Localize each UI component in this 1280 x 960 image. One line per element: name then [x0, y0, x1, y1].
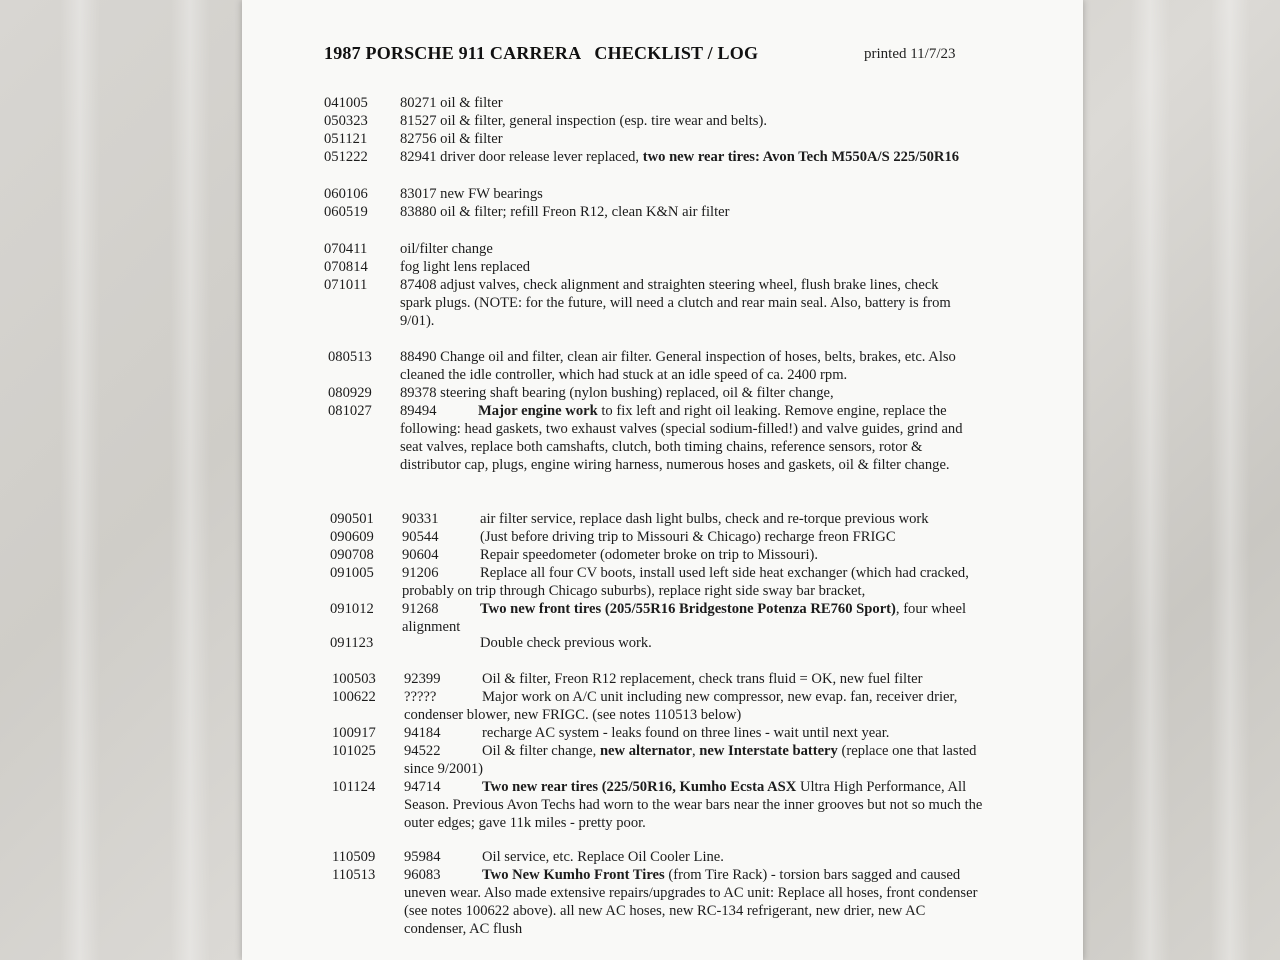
entry-date: 081027 [328, 403, 372, 419]
log-sheet [242, 0, 1083, 960]
entry-text: (replace one that lasted since 9/2001) [404, 743, 977, 777]
entry-mileage: 82756 [400, 131, 437, 147]
cloth-fold [1130, 0, 1170, 960]
entry-date: 051121 [324, 131, 368, 147]
entry-mileage: 94522 [404, 743, 441, 759]
entry-date: 100622 [332, 689, 376, 705]
entry-date: 091012 [330, 601, 374, 617]
entry-text: oil & filter [440, 131, 503, 147]
entry-mileage: 89494 [400, 403, 437, 419]
entry-text-bold: new Interstate battery [699, 743, 838, 759]
entry-date: 080513 [328, 349, 372, 365]
entry-date: 090501 [330, 511, 374, 527]
entry-text: driver door release lever replaced, [440, 149, 643, 165]
entry-mileage: 90544 [402, 529, 439, 545]
entry-mileage: 88490 [400, 349, 437, 365]
entry-date: 091123 [330, 635, 374, 651]
entry-mileage: 89378 [400, 385, 437, 401]
entry-date: 091005 [330, 565, 374, 581]
entry-date: 070814 [324, 259, 368, 275]
entry-text: Major work on A/C unit including new compressor, new evap. fan, receiver drier, condenser blower, new FRIGC. (see notes 110513 below) [404, 689, 958, 723]
printed-date: printed 11/7/23 [864, 46, 956, 62]
cloth-fold [1210, 0, 1250, 960]
entry-date: 050323 [324, 113, 368, 129]
entry-text: oil/filter change [400, 241, 493, 257]
entry-date: 051222 [324, 149, 368, 165]
entry-mileage: 83880 [400, 204, 437, 220]
entry-mileage: 90604 [402, 547, 439, 563]
entry-date: 100917 [332, 725, 376, 741]
entry-mileage: 87408 [400, 277, 437, 293]
entry-text: Repair speedometer (odometer broke on trip to Missouri). [480, 547, 819, 563]
entry-mileage: 81527 [400, 113, 437, 129]
entry-text: Oil & filter change, [482, 743, 600, 759]
entry-mileage: 83017 [400, 186, 437, 202]
entry-mileage: ????? [404, 689, 437, 705]
cloth-fold [170, 0, 210, 960]
entry-text: oil & filter [440, 95, 503, 111]
entry-text: Oil service, etc. Replace Oil Cooler Line. [482, 849, 724, 865]
cloth-fold [60, 0, 100, 960]
entry-text: (from Tire Rack) - torsion bars sagged and caused uneven wear. Also made extensive repairs/upgrades to AC unit: Replace all hoses, front condenser (see notes 100622 above). all new AC hoses, new RC-134 refrigerant, new drier, new AC condenser, AC flush [404, 867, 978, 937]
entry-date: 090609 [330, 529, 374, 545]
entry-text: , [691, 743, 700, 759]
entry-mileage: 91268 [402, 601, 439, 617]
document-title: 1987 PORSCHE 911 CARRERA CHECKLIST / LOG [324, 43, 759, 63]
entry-date: 080929 [328, 385, 372, 401]
entry-text: fog light lens replaced [400, 259, 531, 275]
entry-date: 041005 [324, 95, 368, 111]
entry-text: adjust valves, check alignment and straighten steering wheel, flush brake lines, check spark plugs. (NOTE: for the future, will need a clutch and rear main seal. Also, battery is from 9/01). [400, 277, 951, 329]
entry-text: recharge AC system - leaks found on three lines - wait until next year. [482, 725, 890, 741]
entry-date: 101025 [332, 743, 376, 759]
entry-date: 060519 [324, 204, 368, 220]
entry-mileage: 82941 [400, 149, 437, 165]
entry-text-bold: Two New Kumho Front Tires [482, 867, 665, 883]
entry-text: (Just before driving trip to Missouri & Chicago) recharge freon FRIGC [480, 529, 896, 545]
entry-text: Change oil and filter, clean air filter. General inspection of hoses, belts, brakes, etc. Also cleaned the idle controller, which had stuck at an idle speed of ca. 2400 rpm. [400, 349, 956, 383]
entry-date: 070411 [324, 241, 368, 257]
entry-mileage: 90331 [402, 511, 439, 527]
entry-text-bold: new alternator [599, 743, 692, 759]
entry-text-bold: Major engine work [478, 403, 598, 419]
entry-text: to fix left and right oil leaking. Remove engine, replace the following: head gaskets, two exhaust valves (special sodium-filled!) and valve guides, grind and seat valves, replace both camshafts, clutch, both timing chains, reference sensors, rotor & distributor cap, plugs, engine wiring harness, numerous hoses and gaskets, oil & filter change. [400, 403, 963, 473]
entry-date: 060106 [324, 186, 368, 202]
entry-text-bold: Two new front tires (205/55R16 Bridgestone Potenza RE760 Sport) [480, 601, 896, 617]
entry-mileage: 95984 [404, 849, 441, 865]
entry-date: 100503 [332, 671, 376, 687]
entry-text: new FW bearings [440, 186, 543, 202]
entry-text: , four wheel alignment [402, 601, 966, 635]
entry-text-bold: Two new rear tires (225/50R16, Kumho Ecsta ASX [482, 779, 797, 795]
entry-date: 101124 [332, 779, 376, 795]
entry-text: Replace all four CV boots, install used left side heat exchanger (which had cracked, probably on trip through Chicago suburbs), replace right side sway bar bracket, [402, 565, 969, 599]
entry-mileage: 80271 [400, 95, 437, 111]
entry-text: oil & filter; refill Freon R12, clean K&N air filter [440, 204, 730, 220]
entry-text: Double check previous work. [480, 635, 652, 651]
entry-text: oil & filter, general inspection (esp. tire wear and belts). [440, 113, 767, 129]
entry-text-bold: two new rear tires: Avon Tech M550A/S 225/50R16 [642, 149, 960, 165]
entry-text: air filter service, replace dash light bulbs, check and re-torque previous work [480, 511, 929, 527]
entry-mileage: 94184 [404, 725, 441, 741]
entry-text: Ultra High Performance, All Season. Previous Avon Techs had worn to the wear bars near the inner grooves but not so much the outer edges; gave 11k miles - pretty poor. [404, 779, 983, 831]
entry-mileage: 92399 [404, 671, 441, 687]
entry-mileage: 96083 [404, 867, 441, 883]
entry-date: 090708 [330, 547, 374, 563]
entry-mileage: 91206 [402, 565, 439, 581]
entry-date: 110509 [332, 849, 376, 865]
entry-mileage: 94714 [404, 779, 441, 795]
entry-text: Oil & filter, Freon R12 replacement, check trans fluid = OK, new fuel filter [482, 671, 923, 687]
entry-date: 071011 [324, 277, 368, 293]
entry-text: steering shaft bearing (nylon bushing) replaced, oil & filter change, [440, 385, 834, 401]
entry-date: 110513 [332, 867, 376, 883]
